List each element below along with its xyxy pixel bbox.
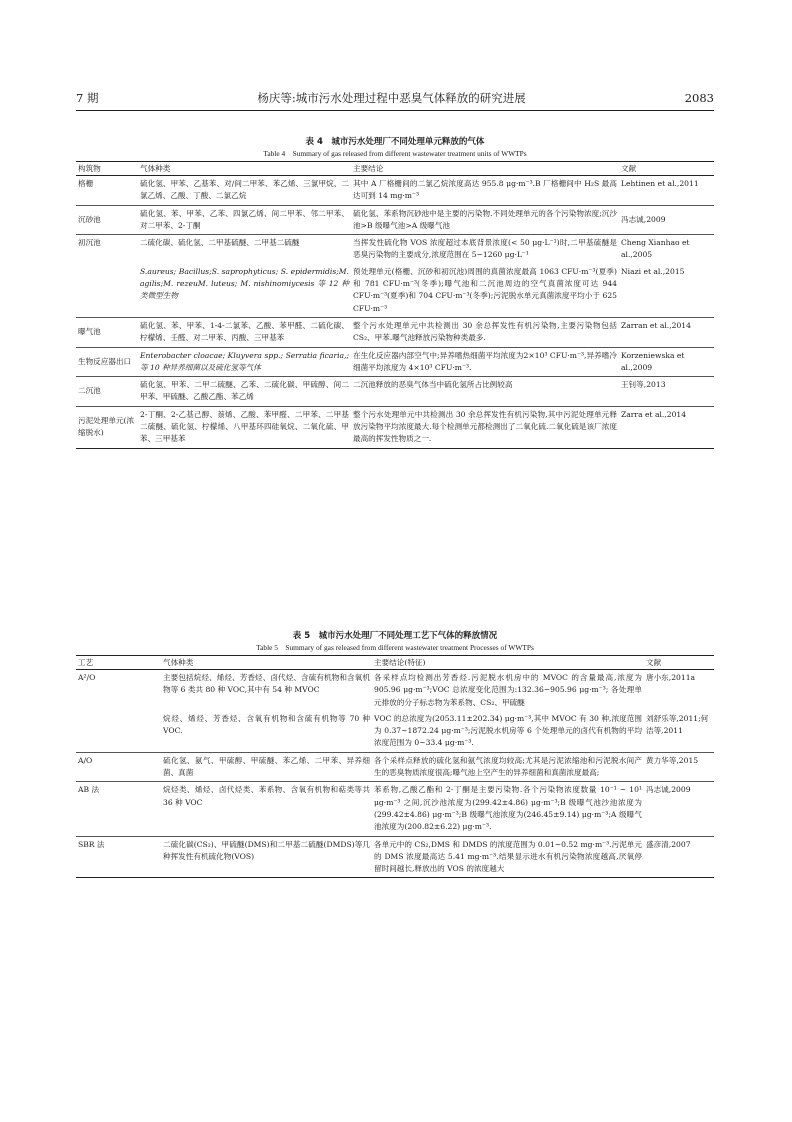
gas-cell: 二硫化碳(CS₂)、甲硫醚(DMS)和二甲基二硫醚(DMDS)等几种挥发性有机硫化物(VOS) — [161, 836, 372, 878]
table-row — [76, 347, 714, 377]
table-row — [76, 782, 714, 836]
unit-cell: 生物反应器出口 — [76, 347, 138, 377]
conclusion-cell: 预处理单元(格栅、沉砂和初沉池)周围的真菌浓度最高 1063 CFU·m⁻³(夏季)和 781 CFU·m⁻³(冬季);曝气池和二沉池周边的空气真菌浓度可达 944 CFU·m⁻³(夏季)和 704 CFU·m⁻³(冬季);污泥脱水单元真菌浓度平均小于 625 CFU·m⁻³ — [353, 266, 617, 313]
conclusion-cell: 当挥发性硫化物 VOS 浓度超过本底背景浓度(< 50 μg·L⁻¹)时,二甲基硫醚是恶臭污染物的主要成分,浓度范围在 5~1260 μg·L⁻¹ — [351, 235, 619, 264]
reference-cell: Cheng Xianhao et al.,2005 — [619, 235, 714, 264]
gas-cell: 硫化氢、苯、甲苯、乙苯、四氯乙烯、间二甲苯、邻二甲苯、对二甲苯、2-丁酮 — [138, 205, 351, 235]
table-4-title-en: Table 4 Summary of gas released from different wastewater treatment units of WWTPs — [263, 149, 527, 158]
table-5-title-zh: 表 5 城市污水处理厂不同处理工艺下气体的释放情况 — [292, 631, 498, 641]
column-header: 构筑物 — [76, 162, 138, 176]
conclusion-cell: 硫化氢、苯系物沉砂池中是主要的污染物.不同处理单元的各个污染物浓度;沉沙池>B 级曝气池>A 级曝气池 — [351, 205, 619, 235]
gas-cell: 主要包括烷烃、烯烃、芳香烃、卤代烃、含硫有机物和含氧机物等 6 类共 80 种 VOC,其中有 54 种 MVOC — [163, 673, 370, 695]
column-header: 主要结论(特征) — [372, 656, 644, 670]
table-row — [76, 752, 714, 782]
gas-cell: 烷烃、烯烃、芳香烃、含氧有机物和含硫有机物等 70 种 VOC. — [163, 713, 370, 736]
process-cell: SBR 法 — [76, 836, 161, 878]
table-4-header-row — [76, 162, 714, 176]
unit-cell: 沉砂池 — [76, 205, 138, 235]
column-header: 气体种类 — [161, 656, 372, 670]
column-header: 工艺 — [76, 656, 161, 670]
reference-cell: 盛彦清,2007 — [644, 836, 714, 878]
process-cell: A/O — [76, 752, 161, 782]
process-cell: AB 法 — [76, 782, 161, 836]
conclusion-cell: 二沉池释放的恶臭气体当中硫化氢所占比例较高 — [351, 377, 619, 407]
conclusion-cell: 各采样点均检测出芳香烃.污泥脱水机房中的 MVOC 的含量最高,浓度为 905.96 μg·m⁻³;VOC 总浓度变化范围为:132.36~905.96 μg·m⁻³; 各处理单元排放的分子标志物为苯系物、CS₂、甲硫醚 — [374, 673, 642, 707]
column-header: 文献 — [644, 656, 714, 670]
table-4-title-zh: 表 4 城市污水处理厂不同处理单元释放的气体 — [305, 137, 485, 147]
gas-cell: 硫化氢、甲苯、乙基苯、对/间二甲苯、苯乙烯、三氯甲烷、二氯乙烯、乙酸、丁酸、二氯乙烷 — [140, 179, 349, 201]
conclusion-cell: 整个污水处理单元中共检测出 30 余总挥发性有机污染物,主要污染物包括 CS₂、甲苯.曝气池释放污染物种类最多. — [351, 317, 619, 347]
reference-cell: Korzeniewska et al.,2009 — [619, 347, 714, 377]
reference-cell: 黄力华等,2015 — [644, 752, 714, 782]
table-row — [76, 836, 714, 878]
gas-cell — [138, 264, 351, 318]
table-row — [76, 406, 714, 448]
table-row — [76, 317, 714, 347]
gas-cell — [138, 347, 351, 377]
column-header: 主要结论 — [351, 162, 619, 176]
reference-cell: Lehtinen et al.,2011 — [621, 179, 699, 188]
table-row — [76, 176, 714, 206]
table-5-header-row — [76, 656, 714, 670]
gas-cell: 硫化氢、甲苯、二甲二硫醚、乙苯、二硫化碳、甲硫醇、间二甲苯、甲硫醚、乙酸乙酯、苯乙烯 — [138, 377, 351, 407]
gas-text: S.aureus; Bacillus;S. saprophyticus; S. epidermidis;M. agilis;M. rezeuM. luteus; M. nishinomiycesis 等 12 种类微型生物 — [140, 266, 349, 301]
gas-cell: 硫化氢、苯、甲苯、1-4-二氯苯、乙酸、苯甲醛、二硫化碳、柠檬烯、壬醛、对二甲苯、丙酸、三甲基苯 — [138, 317, 351, 347]
unit-cell: 初沉池 — [76, 235, 138, 264]
conclusion-cell: 各个采样点释放的硫化氢和氨气浓度均较高;尤其是污泥浓缩池和污泥脱水间产生的恶臭物质浓度很高;曝气池上空产生的异养细菌和真菌浓度最高; — [372, 752, 644, 782]
reference-cell: 唐小东,2011a — [646, 673, 696, 682]
unit-cell — [76, 264, 138, 318]
conclusion-cell: 各单元中的 CS₂,DMS 和 DMDS 的浓度范围为 0.01~0.52 mg·m⁻³.污泥单元的 DMS 浓度最高达 5.41 mg·m⁻³.结果显示进水有机污染物浓度越高,厌氧停留时间越长,释放出的 VOS 的浓度越大 — [372, 836, 644, 878]
running-header — [76, 90, 714, 106]
table-5 — [76, 631, 714, 878]
table-5-grid — [76, 655, 714, 878]
conclusion-cell: VOC 的总浓度为(2053.11±202.34) μg·m⁻³,其中 MVOC 有 30 种,浓度范围为 0.37~1872.24 μg·m⁻³;污泥脱水机房等 6 个处理单元的卤代有机物的平均浓度范围为 0~33.4 μg·m⁻³. — [374, 713, 642, 748]
unit-cell: 格栅 — [78, 179, 94, 188]
table-5-title-en: Table 5 Summary of gas released from different wastewater treatment Processes of WWTPs — [256, 643, 534, 652]
table-4-grid — [76, 161, 714, 449]
gas-cell: 2-丁酮、2-乙基己醇、萘烯、乙酸、苯甲醛、二甲苯、二甲基二硫醚、硫化氢、柠檬烯、八甲基环四硅氧烷、二氧化硫、甲苯、三甲基苯 — [138, 406, 351, 448]
reference-cell: 冯志诚,2009 — [644, 782, 714, 836]
conclusion-cell: 整个污水处理单元中共检测出 30 余总挥发性有机污染物,其中污泥处理单元释放污染物平均浓度最大.每个检测单元都检测出了二氧化硫.二氧化硫是该厂浓度最高的挥发性物质之一. — [351, 406, 619, 448]
table-row — [76, 264, 714, 318]
process-cell — [76, 711, 161, 752]
table-row — [76, 377, 714, 407]
gas-cell: 二硫化碳、硫化氢、二甲基硫醚、二甲基二硫醚 — [138, 235, 351, 264]
table-row — [76, 235, 714, 264]
gas-cell: 烷烃类、烯烃、卤代烃类、苯系物、含氧有机物和萜类等共 36 种 VOC — [161, 782, 372, 836]
unit-cell: 二沉池 — [76, 377, 138, 407]
gas-text: Enterobacter cloacae; Kluyvera spp.; Serratia ficaria,;等 10 种异养细菌以及硫化氢等气体 — [140, 350, 349, 372]
issue-number: 7 期 — [76, 91, 99, 105]
reference-cell: Zarran et al.,2014 — [619, 317, 714, 347]
table-4 — [76, 137, 714, 449]
table-row — [76, 670, 714, 711]
column-header: 文献 — [619, 162, 714, 176]
table-row — [76, 711, 714, 752]
reference-cell: Niazi et al.,2015 — [621, 266, 685, 276]
reference-cell: Zarra et al.,2014 — [619, 406, 714, 448]
reference-cell: 王钊等,2013 — [619, 377, 714, 407]
unit-cell: 曝气池 — [76, 317, 138, 347]
running-title: 杨庆等:城市污水处理过程中恶臭气体释放的研究进展 — [257, 91, 526, 105]
column-header: 气体种类 — [138, 162, 351, 176]
conclusion-cell: 在生化反应器内部空气中;异养嗜热细菌平均浓度为2×10³ CFU·m⁻³,异养嗜冷细菌平均浓度为 4×10³ CFU·m⁻³. — [351, 347, 619, 377]
unit-cell: 污泥处理单元(浓缩脱水) — [76, 406, 138, 448]
gas-cell: 硫化氢、氨气、甲硫醇、甲硫醚、苯乙烯、二甲苯、异养细菌、真菌 — [161, 752, 372, 782]
conclusion-cell: 苯系物,乙酸乙酯和 2-丁酮是主要污染物.各个污染物浓度数量 10⁻¹ ~ 10¹ μg·m⁻³ 之间,沉沙池浓度为(299.42±4.86) μg·m⁻³;B 级曝气池沙池浓度为(299.42±4.86) μg·m⁻³;B 级曝气池浓度为(246.45±9.14) μg·m⁻³;A 级曝气池浓度为(200.82±6.22) μg·m⁻³. — [372, 782, 644, 836]
reference-cell: 刘舒乐等,2011;何洁等,2011 — [646, 713, 709, 736]
conclusion-cell: 其中 A 厂格栅间的二氯乙烷浓度高达 955.8 μg·m⁻³.B 厂格栅间中 H₂S 最高达可到 14 mg·m⁻³ — [353, 179, 617, 201]
process-cell: A²/O — [78, 673, 96, 682]
reference-cell: 冯志诚,2009 — [619, 205, 714, 235]
table-row — [76, 205, 714, 235]
header-rule — [76, 110, 714, 111]
page-number: 2083 — [684, 91, 714, 105]
